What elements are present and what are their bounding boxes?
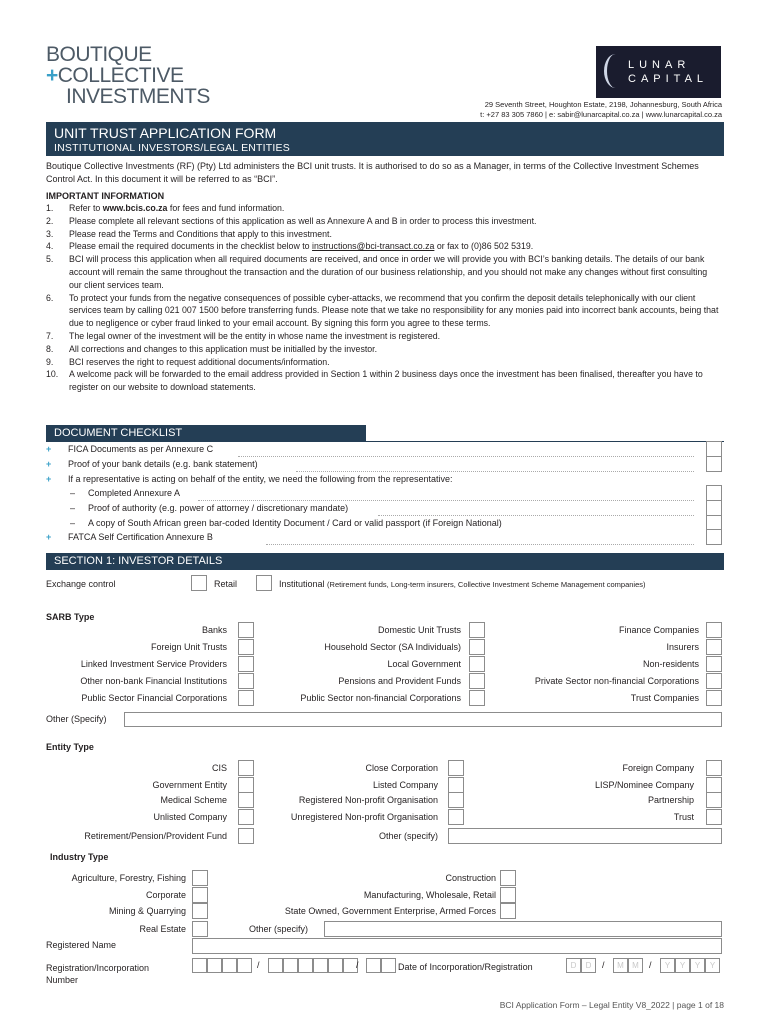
dash-bullet: – — [70, 518, 76, 528]
item-text: To protect your funds from the negative consequences of possible cyber-attacks, we recommend that you confirm the deposit details telephonically with our client services team by calling 021 007 1500 before transferring funds. Please note that we take no responsibility for any monies paid into incorrect bank accounts, being that due to negligence or cyber fraud linked to your email account. By signing this form you agree to these terms. — [69, 292, 719, 329]
list-item — [46, 240, 722, 253]
sarb-label: Public Sector non-financial Corporations — [300, 693, 461, 703]
bci-logo-line2: COLLECTIVE — [57, 64, 184, 87]
exchange-control-label: Exchange control — [46, 579, 116, 589]
industry-label: State Owned, Government Enterprise, Armed Forces — [284, 906, 496, 916]
slash: / — [356, 960, 359, 970]
form-header — [46, 122, 724, 156]
entity-checkbox[interactable] — [448, 777, 464, 793]
industry-checkbox[interactable] — [192, 887, 208, 903]
entity-checkbox[interactable] — [238, 792, 254, 808]
entity-checkbox[interactable] — [706, 777, 722, 793]
entity-label: Close Corporation — [365, 763, 438, 773]
reg-digit[interactable] — [381, 958, 396, 973]
retail-checkbox[interactable] — [191, 575, 207, 591]
entity-label: Other (specify) — [378, 831, 438, 841]
sarb-label: Insurers — [666, 642, 699, 652]
entity-label: Unlisted Company — [153, 812, 227, 822]
sarb-checkbox[interactable] — [469, 639, 485, 655]
list-item — [46, 202, 722, 215]
email-link[interactable]: instructions@bci-transact.co.za — [312, 241, 435, 252]
checklist-header: DOCUMENT CHECKLIST — [46, 425, 366, 441]
item-number: 9. — [46, 356, 54, 367]
checklist-checkbox[interactable] — [706, 529, 722, 545]
form-title: UNIT TRUST APPLICATION FORM — [54, 125, 277, 141]
lunar-logo-line2: CAPITAL — [628, 73, 709, 85]
reg-digit[interactable] — [237, 958, 252, 973]
industry-checkbox[interactable] — [192, 921, 208, 937]
sarb-checkbox[interactable] — [238, 673, 254, 689]
reg-digit[interactable] — [268, 958, 283, 973]
entity-label: Foreign Company — [622, 763, 694, 773]
item-number: 10. — [46, 369, 59, 380]
address-line1: 29 Seventh Street, Houghton Estate, 2198, Johannesburg, South Africa — [484, 100, 722, 109]
date-digit[interactable]: M — [628, 958, 643, 973]
sarb-label: Trust Companies — [630, 693, 699, 703]
entity-label: Retirement/Pension/Provident Fund — [84, 831, 227, 841]
item-number: 2. — [46, 215, 54, 226]
checklist-checkbox[interactable] — [706, 485, 722, 501]
page-footer: BCI Application Form – Legal Entity V8_2022 | page 1 of 18 — [499, 1000, 724, 1010]
reg-digit[interactable] — [222, 958, 237, 973]
item-number: 6. — [46, 292, 54, 303]
bullet: + — [46, 474, 52, 484]
plus-icon: + — [46, 64, 58, 87]
bci-logo-line1: BOUTIQUE — [46, 43, 152, 66]
section1-header: SECTION 1: INVESTOR DETAILS — [46, 553, 724, 570]
reg-number-label-line2: Number — [46, 975, 79, 985]
entity-label: Registered Non-profit Organisation — [298, 795, 438, 805]
list-item — [46, 215, 722, 228]
list-item — [46, 228, 722, 241]
important-list — [46, 202, 722, 394]
checklist-checkbox[interactable] — [706, 456, 722, 472]
item-text: BCI reserves the right to request additional documents/information. — [69, 356, 330, 367]
sarb-label: Linked Investment Service Providers — [80, 659, 227, 669]
entity-checkbox[interactable] — [448, 792, 464, 808]
sarb-label: Pensions and Provident Funds — [338, 676, 461, 686]
sarb-label: Domestic Unit Trusts — [377, 625, 461, 635]
institutional-text: Institutional — [279, 579, 325, 589]
entity-checkbox[interactable] — [706, 760, 722, 776]
industry-label: Real Estate — [139, 924, 186, 934]
industry-label: Manufacturing, Wholesale, Retail — [363, 890, 496, 900]
dash-bullet: – — [70, 503, 76, 513]
leader-dots — [266, 543, 694, 545]
sarb-label: Non-residents — [642, 659, 699, 669]
entity-checkbox[interactable] — [238, 828, 254, 844]
date-digit[interactable]: Y — [690, 958, 705, 973]
sarb-checkbox[interactable] — [238, 639, 254, 655]
moon-icon — [604, 54, 627, 88]
leader-dots — [198, 499, 694, 501]
address-line2: t: +27 83 305 7860 | e: sabir@lunarcapital.co.za | www.lunarcapital.co.za — [480, 110, 722, 119]
industry-label: Construction — [445, 873, 496, 883]
checklist-item: Completed Annexure A — [88, 488, 181, 498]
leader-dots — [378, 514, 694, 516]
slash: / — [649, 960, 652, 970]
item-number: 3. — [46, 228, 54, 239]
item-number: 4. — [46, 241, 54, 252]
sarb-label: Household Sector (SA Individuals) — [324, 642, 461, 652]
industry-label: Corporate — [145, 890, 186, 900]
list-item — [46, 292, 722, 330]
dash-bullet: – — [70, 488, 76, 498]
sarb-checkbox[interactable] — [469, 673, 485, 689]
reg-number-label — [46, 962, 149, 986]
reg-digit[interactable] — [298, 958, 313, 973]
list-item — [46, 253, 722, 291]
sarb-checkbox[interactable] — [238, 656, 254, 672]
checklist-item: FATCA Self Certification Annexure B — [68, 532, 213, 542]
list-item — [46, 343, 722, 356]
date-digit[interactable]: D — [581, 958, 596, 973]
reg-digit[interactable] — [366, 958, 381, 973]
checklist-item: FICA Documents as per Annexure C — [68, 444, 214, 454]
sarb-checkbox[interactable] — [238, 622, 254, 638]
item-text: A welcome pack will be forwarded to the email address provided in Section 1 within 2 business days once the investment has been finalised, thereafter you have to register on our website to download statements. — [69, 369, 703, 393]
sarb-checkbox[interactable] — [706, 639, 722, 655]
item-text: Please email the required documents in the checklist below to — [69, 241, 313, 252]
leader-dots — [296, 470, 694, 472]
institutional-note: (Retirement funds, Long-term insurers, Collective Investment Scheme Management companies) — [327, 580, 646, 589]
entity-label: CIS — [211, 763, 227, 773]
date-digit[interactable]: D — [566, 958, 581, 973]
item-text: BCI will process this application when all required documents are received, and once in order we will provide you with BCI’s banking details. The details of our bank account will remain the same throughout the transaction and the duration of our business relationship, and you should not make any changes without first consulting our client services team. — [69, 254, 708, 290]
sarb-label: Finance Companies — [618, 625, 699, 635]
industry-checkbox[interactable] — [500, 903, 516, 919]
reg-digit[interactable] — [328, 958, 343, 973]
item-text: Refer to — [69, 203, 103, 213]
industry-other-input[interactable] — [324, 921, 722, 937]
list-item — [46, 368, 722, 394]
entity-other-input[interactable] — [448, 828, 722, 844]
institutional-checkbox[interactable] — [256, 575, 272, 591]
bullet: + — [46, 459, 52, 469]
other-specify-input[interactable] — [124, 712, 722, 727]
sarb-label: Private Sector non-financial Corporations — [534, 676, 699, 686]
sarb-checkbox[interactable] — [706, 690, 722, 706]
reg-number-label-line1: Registration/Incorporation — [46, 963, 150, 973]
entity-label: Medical Scheme — [160, 795, 227, 805]
bcis-link[interactable]: www.bcis.co.za — [102, 203, 168, 213]
registered-name-label: Registered Name — [46, 940, 117, 950]
entity-checkbox[interactable] — [238, 760, 254, 776]
checklist-rule — [46, 441, 724, 442]
sarb-label: Local Government — [387, 659, 461, 669]
date-digit[interactable]: M — [613, 958, 628, 973]
list-item — [46, 330, 722, 343]
sarb-label: Foreign Unit Trusts — [150, 642, 227, 652]
sarb-checkbox[interactable] — [238, 690, 254, 706]
bci-logo-line2-wrap — [46, 65, 210, 86]
sarb-checkbox[interactable] — [706, 673, 722, 689]
industry-label: Other (specify) — [249, 924, 309, 934]
slash: / — [602, 960, 605, 970]
entity-checkbox[interactable] — [448, 809, 464, 825]
industry-checkbox[interactable] — [192, 903, 208, 919]
intro-text: Boutique Collective Investments (RF) (Pty) Ltd administers the BCI unit trusts. It is authorised to do so as a Manager, in terms of the Collective Investment Schemes Control Act. In this document it will be referred to as “BCI”. — [46, 161, 699, 184]
entity-label: Partnership — [647, 795, 694, 805]
entity-label: LISP/Nominee Company — [594, 780, 694, 790]
checklist-item: Proof of authority (e.g. power of attorney / discretionary mandate) — [88, 503, 349, 513]
item-number: 1. — [46, 203, 54, 213]
reg-digit[interactable] — [192, 958, 207, 973]
lunar-capital-logo — [596, 46, 721, 98]
contact-address — [480, 100, 722, 120]
industry-checkbox[interactable] — [192, 870, 208, 886]
registered-name-input[interactable] — [192, 938, 722, 954]
entity-label: Trust — [673, 812, 694, 822]
industry-checkbox[interactable] — [500, 887, 516, 903]
entity-type-heading: Entity Type — [46, 742, 94, 752]
checklist-checkbox[interactable] — [706, 500, 722, 516]
date-of-incorporation-label: Date of Incorporation/Registration — [398, 962, 533, 972]
item-text: All corrections and changes to this application must be initialled by the investor. — [69, 343, 378, 354]
item-text: Please complete all relevant sections of this application as well as Annexure A and B in order to process this investment. — [69, 215, 537, 226]
retail-label: Retail — [214, 579, 238, 589]
sarb-label: Other non-bank Financial Institutions — [80, 676, 227, 686]
industry-label: Agriculture, Forestry, Fishing — [71, 873, 186, 883]
item-text: The legal owner of the investment will be the entity in whose name the investment is registered. — [69, 330, 441, 341]
sarb-checkbox[interactable] — [469, 656, 485, 672]
entity-checkbox[interactable] — [238, 777, 254, 793]
industry-checkbox[interactable] — [500, 870, 516, 886]
item-text: for fees and fund information. — [167, 203, 285, 213]
industry-type-heading: Industry Type — [50, 852, 109, 862]
entity-checkbox[interactable] — [706, 792, 722, 808]
bullet: + — [46, 444, 52, 454]
entity-checkbox[interactable] — [238, 809, 254, 825]
date-digit[interactable]: Y — [660, 958, 675, 973]
sarb-checkbox[interactable] — [469, 622, 485, 638]
item-text: Please read the Terms and Conditions that apply to this investment. — [69, 228, 332, 239]
entity-label: Government Entity — [152, 780, 227, 790]
leader-dots — [238, 455, 694, 457]
date-digit[interactable]: Y — [705, 958, 720, 973]
checklist-item: Proof of your bank details (e.g. bank statement) — [68, 459, 258, 469]
checklist-item: A copy of South African green bar-coded Identity Document / Card or valid passport (if Foreign National) — [88, 518, 502, 528]
sarb-type-heading: SARB Type — [46, 612, 95, 622]
important-heading: IMPORTANT INFORMATION — [46, 191, 165, 201]
other-specify-label: Other (Specify) — [46, 714, 107, 724]
reg-digit[interactable] — [207, 958, 222, 973]
entity-label: Unregistered Non-profit Organisation — [290, 812, 438, 822]
lunar-text — [628, 58, 708, 86]
slash: / — [257, 960, 260, 970]
lunar-logo-line1: LUNAR — [628, 59, 691, 71]
sarb-checkbox[interactable] — [706, 656, 722, 672]
checklist-checkbox[interactable] — [706, 441, 722, 457]
bci-logo-line3: INVESTMENTS — [66, 85, 210, 108]
item-number: 7. — [46, 330, 54, 341]
sarb-label: Public Sector Financial Corporations — [81, 693, 227, 703]
industry-label: Mining & Quarrying — [108, 906, 186, 916]
date-digit[interactable]: Y — [675, 958, 690, 973]
bci-logo — [46, 44, 210, 107]
reg-digit[interactable] — [313, 958, 328, 973]
reg-digit[interactable] — [283, 958, 298, 973]
entity-checkbox[interactable] — [706, 809, 722, 825]
sarb-checkbox[interactable] — [469, 690, 485, 706]
sarb-checkbox[interactable] — [706, 622, 722, 638]
list-item — [46, 356, 722, 369]
entity-checkbox[interactable] — [448, 760, 464, 776]
item-number: 5. — [46, 254, 54, 265]
entity-label: Listed Company — [372, 780, 438, 790]
form-subtitle: INSTITUTIONAL INVESTORS/LEGAL ENTITIES — [54, 142, 290, 154]
bullet: + — [46, 532, 52, 542]
checklist-item: If a representative is acting on behalf of the entity, we need the following from the representative: — [68, 474, 453, 484]
institutional-label — [279, 579, 646, 589]
item-number: 8. — [46, 343, 54, 354]
sarb-label: Banks — [201, 625, 227, 635]
item-text: or fax to (0)86 502 5319. — [434, 241, 534, 252]
